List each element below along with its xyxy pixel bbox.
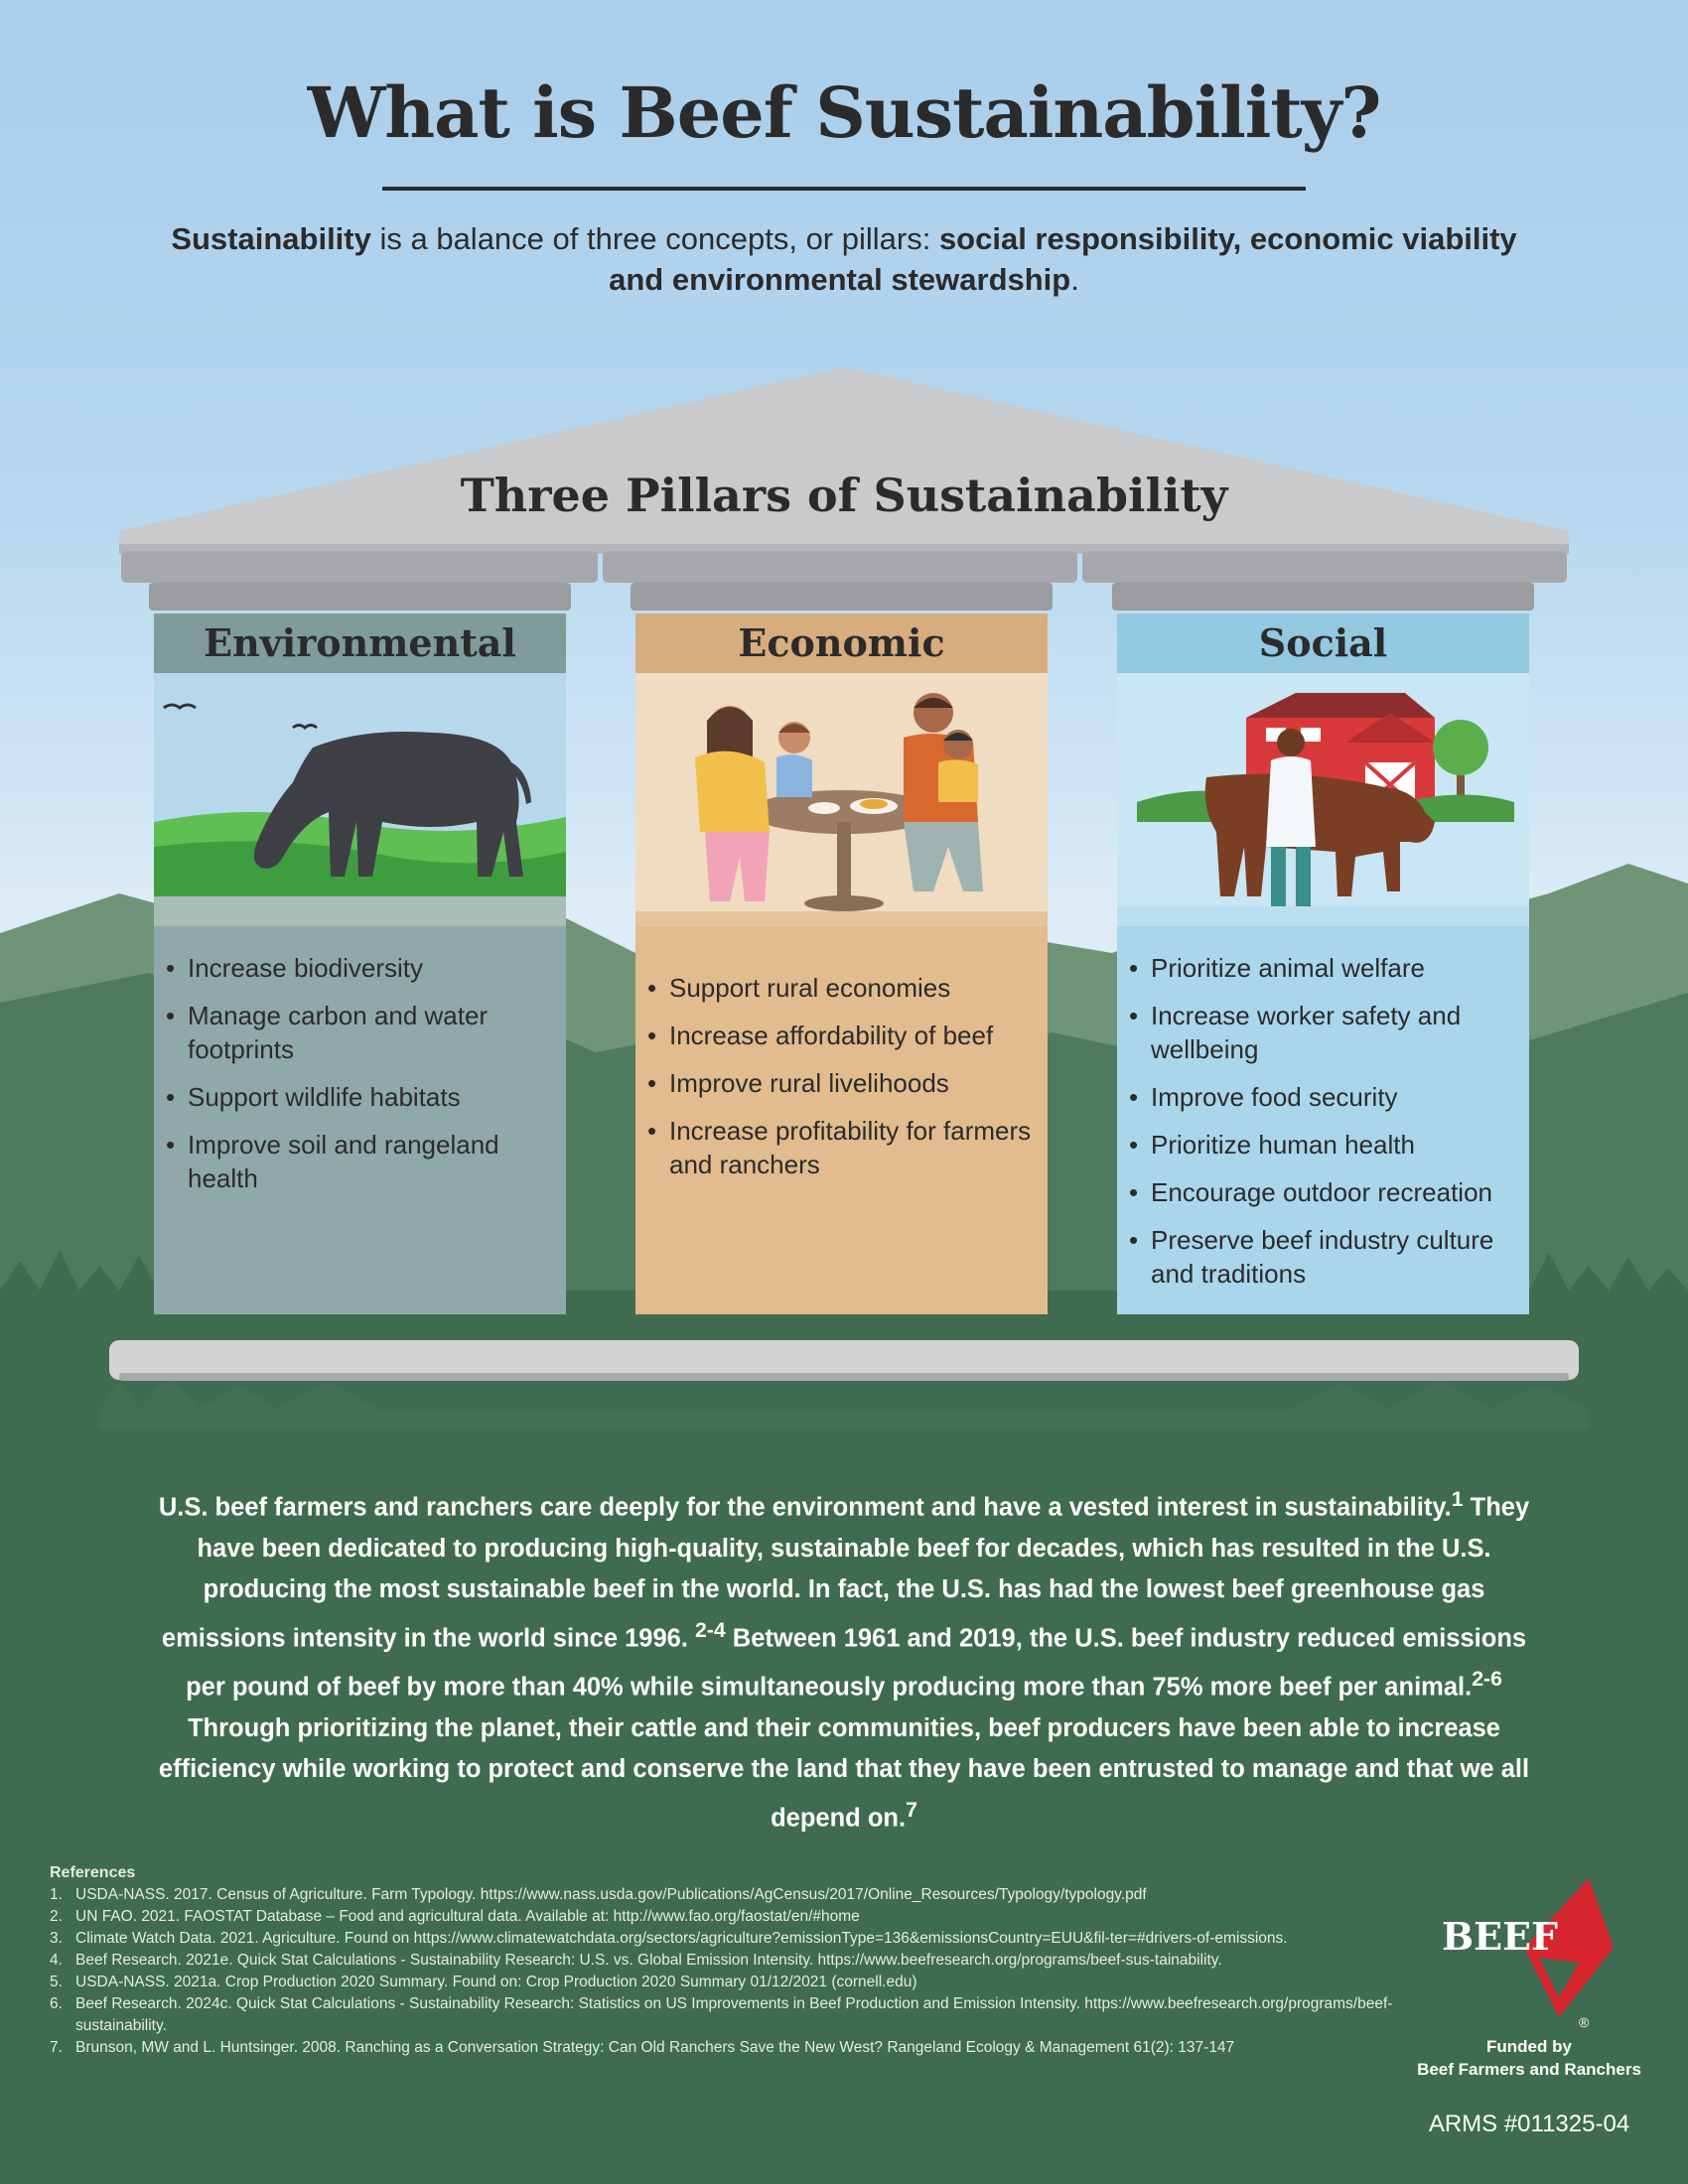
pillar-economic (635, 614, 1048, 1314)
list-item: • Increase profitability for farmers and ranchers (635, 1114, 1048, 1181)
list-item: • Increase worker safety and wellbeing (1117, 999, 1529, 1066)
list-item: • Support wildlife habitats (154, 1080, 566, 1114)
economic-list (635, 971, 1048, 1195)
body-paragraph: U.S. beef farmers and ranchers care deeply for the environment and have a vested interest in sustainability.$^1$ They have been dedicated to producing high-quality, sustainable beef for decades, which has resulted in the U.S. producing the most sustainable beef in the world. In fact, the U.S. has had the lowest beef greenhouse gas emissions intensity in the world since 1996. $^{2-4}$ Between 1961 and 2019, the U.S. beef industry reduced emissions per pound of beef by more than 40% while simultaneously producing more than 75% more beef per animal.$^{2-6}$ Through prioritizing the planet, their cattle and their communities, beef producers have been able to increase efficiency while working to protect and conserve the land that they have been entrusted to manage and that we all depend on.$^7$ (158, 1487, 1530, 1832)
list-item: • Increase affordability of beef (635, 1019, 1048, 1052)
reference-item: 5. USDA-NASS. 2021a. Crop Production 2020 Summary. Found on: Crop Production 2020 Summary 01/12/2021 (cornell.edu) (50, 1974, 917, 1990)
pillar-environmental (154, 614, 566, 1314)
reference-item: 6. Beef Research. 2024c. Quick Stat Calculations - Sustainability Research: Statistics on US Improvements in Beef Production and Emission Intensity. https://www.beefresearch.org/programs/beef-sustainability. (50, 1995, 1393, 2034)
reference-item: 1. USDA-NASS. 2017. Census of Agriculture. Farm Typology. https://www.nass.usda.gov/Publications/AgCensus/2017/Online_Resources/Typology/typology.pdf (50, 1886, 1147, 1903)
reference-item: 2. UN FAO. 2021. FAOSTAT Database – Food and agricultural data. Available at: http://www.fao.org/faostat/en/#home (50, 1908, 860, 1925)
list-item: • Preserve beef industry culture and traditions (1117, 1223, 1529, 1291)
grazing-cow-illustration (154, 673, 566, 926)
references-list (50, 1884, 1400, 2059)
reference-item: 7. Brunson, MW and L. Huntsinger. 2008. Ranching as a Conversation Strategy: Can Old Ranchers Save the New West? Rangeland Ecology & Management 61(2): 137-147 (50, 2039, 1235, 2056)
list-item: • Support rural economies (635, 971, 1048, 1005)
pillar-heading: Social (1117, 614, 1529, 673)
list-item: • Encourage outdoor recreation (1117, 1175, 1529, 1209)
reference-item: 3. Climate Watch Data. 2021. Agriculture. Found on https://www.climatewatchdata.org/sectors/agriculture?emissionType=136&emissionsCountry=EUU&fil-ter=#drivers-of-emissions. (50, 1930, 1288, 1947)
references-title: References (50, 1864, 136, 1881)
pillars-title: Three Pillars of Sustainability (460, 469, 1228, 522)
funded-by: Funded by Beef Farmers and Ranchers (1417, 2037, 1641, 2079)
references (50, 1862, 1400, 2059)
svg-text:BEEF: BEEF (1442, 1914, 1559, 1959)
intro-text: Sustainability is a balance of three concepts, or pillars: social responsibility, economic viability and environmental stewardship. (171, 221, 1517, 297)
environmental-list (154, 951, 566, 1209)
list-item: • Improve food security (1117, 1080, 1529, 1114)
list-item: • Prioritize human health (1117, 1128, 1529, 1161)
barn-vet-illustration (1117, 673, 1529, 926)
capital-center (603, 551, 1077, 583)
list-item: • Improve rural livelihoods (635, 1066, 1048, 1100)
pillar-social (1117, 614, 1529, 1314)
person-icon (938, 730, 978, 802)
list-item: • Increase biodiversity (154, 951, 566, 985)
arms-number: ARMS #011325-04 (1428, 2111, 1630, 2137)
beef-logo (1440, 1878, 1648, 2037)
list-item: • Prioritize animal welfare (1117, 951, 1529, 985)
capital-right (1082, 551, 1567, 583)
family-dinner-illustration (635, 673, 1048, 926)
person-icon (776, 722, 812, 797)
page-title: What is Beef Sustainability? (307, 71, 1381, 154)
capital-left (121, 551, 598, 583)
pillar-heading: Environmental (154, 614, 566, 673)
social-list (1117, 951, 1529, 1304)
list-item: • Manage carbon and water footprints (154, 999, 566, 1066)
svg-text:®: ® (1579, 2014, 1590, 2030)
list-item: • Improve soil and rangeland health (154, 1128, 566, 1195)
pillar-heading: Economic (635, 614, 1048, 673)
reference-item: 4. Beef Research. 2021e. Quick Stat Calculations - Sustainability Research: U.S. vs. Global Emission Intensity. https://www.beefresearch.org/programs/beef-sus-tainability. (50, 1952, 1222, 1969)
title-divider (382, 187, 1306, 191)
